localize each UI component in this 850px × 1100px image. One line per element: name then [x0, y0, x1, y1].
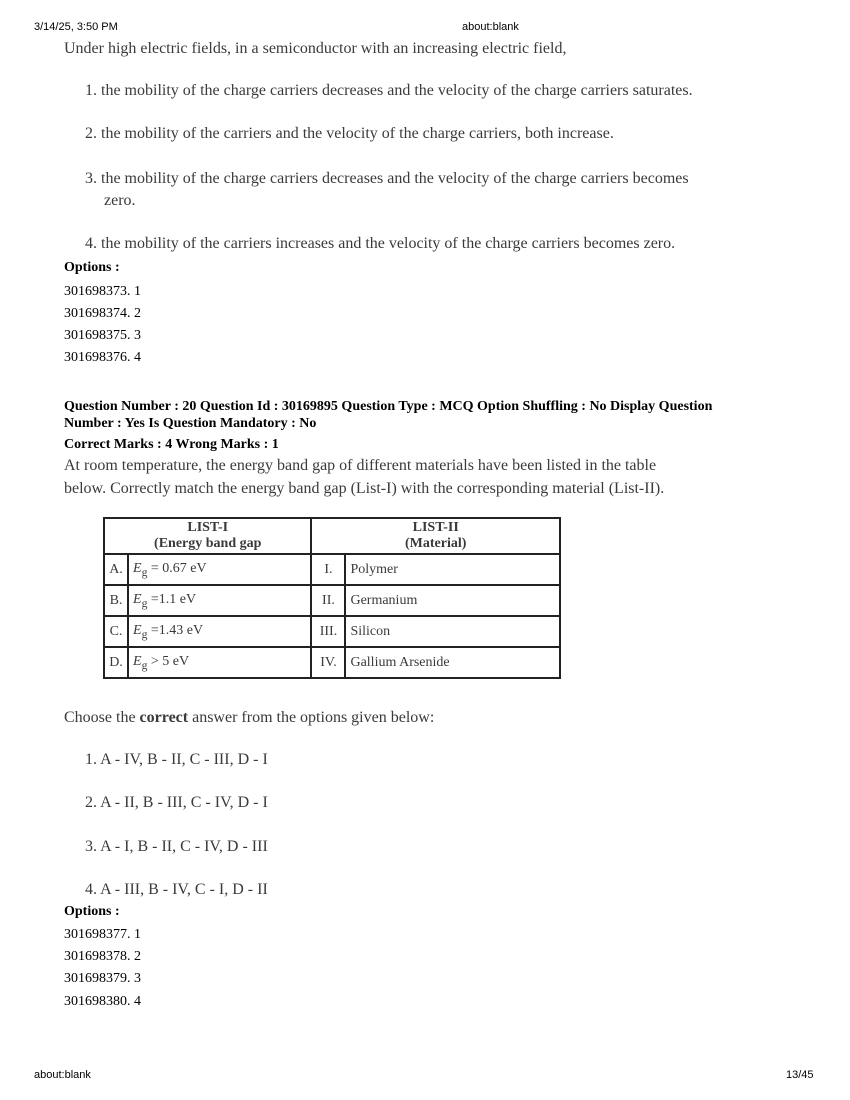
q20-options-label: Options :	[64, 904, 120, 919]
row-roman: II.	[311, 585, 345, 616]
gap-subscript: g	[141, 658, 148, 672]
q20-choose-instruction	[64, 709, 434, 727]
gap-symbol: E	[133, 560, 142, 576]
list1-subtitle: (Energy band gap	[154, 536, 262, 551]
q20-choice-4: 4. A - III, B - IV, C - I, D - II	[85, 881, 268, 898]
row-roman: I.	[311, 554, 345, 585]
gap-subscript: g	[141, 565, 148, 579]
q20-meta-line2: Number : Yes Is Question Mandatory : No	[64, 416, 317, 431]
q19-option: 301698374. 2	[64, 306, 141, 321]
row-letter: C.	[104, 616, 128, 647]
q20-stem-line2: below. Correctly match the energy band gap (List-I) with the corresponding material (List-II).	[64, 480, 665, 497]
list2-subtitle: (Material)	[405, 536, 467, 551]
list2-title: LIST-II	[412, 520, 459, 535]
energy-gap	[128, 647, 311, 678]
print-page-title: about:blank	[462, 21, 519, 33]
row-letter: D.	[104, 647, 128, 678]
choose-post: answer from the options given below:	[188, 709, 435, 726]
q20-option: 301698379. 3	[64, 971, 141, 986]
q20-marks: Correct Marks : 4 Wrong Marks : 1	[64, 437, 279, 452]
gap-symbol: E	[133, 591, 142, 607]
choose-pre: Choose the	[64, 709, 140, 726]
table-row	[104, 585, 560, 616]
gap-value: = 0.67 eV	[147, 560, 207, 576]
q19-option: 301698376. 4	[64, 350, 141, 365]
print-page-number: 13/45	[786, 1069, 814, 1081]
q20-option: 301698380. 4	[64, 994, 141, 1009]
material: Germanium	[345, 585, 560, 616]
q19-choice-1: 1. the mobility of the charge carriers decreases and the velocity of the charge carriers saturates.	[85, 82, 693, 99]
q19-options-label: Options :	[64, 260, 120, 275]
q19-option: 301698375. 3	[64, 328, 141, 343]
row-letter: A.	[104, 554, 128, 585]
gap-symbol: E	[133, 653, 142, 669]
gap-value: =1.1 eV	[147, 591, 197, 607]
material: Silicon	[345, 616, 560, 647]
q19-choice-3-cont: zero.	[104, 192, 136, 209]
list1-title: LIST-I	[187, 520, 229, 535]
gap-subscript: g	[141, 627, 148, 641]
q20-choice-1: 1. A - IV, B - II, C - III, D - I	[85, 751, 268, 768]
row-roman: III.	[311, 616, 345, 647]
gap-symbol: E	[133, 622, 142, 638]
gap-value: > 5 eV	[147, 653, 190, 669]
material: Gallium Arsenide	[345, 647, 560, 678]
material: Polymer	[345, 554, 560, 585]
q20-meta-line1: Question Number : 20 Question Id : 30169895 Question Type : MCQ Option Shuffling : No Display Question	[64, 399, 713, 414]
q19-choice-2: 2. the mobility of the carriers and the velocity of the charge carriers, both increase.	[85, 125, 614, 142]
energy-gap	[128, 585, 311, 616]
table-row	[104, 647, 560, 678]
energy-gap	[128, 616, 311, 647]
q19-choice-4: 4. the mobility of the carriers increases and the velocity of the charge carriers becomes zero.	[85, 235, 676, 252]
print-datetime: 3/14/25, 3:50 PM	[34, 21, 118, 33]
q20-option: 301698378. 2	[64, 949, 141, 964]
row-letter: B.	[104, 585, 128, 616]
q20-option: 301698377. 1	[64, 927, 141, 942]
print-footer-url: about:blank	[34, 1069, 91, 1081]
table-row	[104, 616, 560, 647]
energy-gap	[128, 554, 311, 585]
row-roman: IV.	[311, 647, 345, 678]
q20-choice-3: 3. A - I, B - II, C - IV, D - III	[85, 838, 268, 855]
list2-header	[311, 518, 560, 554]
table-row	[104, 554, 560, 585]
q20-choice-2: 2. A - II, B - III, C - IV, D - I	[85, 794, 268, 811]
gap-value: =1.43 eV	[147, 622, 204, 638]
q19-choice-3: 3. the mobility of the charge carriers decreases and the velocity of the charge carriers becomes	[85, 170, 689, 187]
gap-subscript: g	[141, 596, 148, 610]
q19-option: 301698373. 1	[64, 284, 141, 299]
choose-bold: correct	[139, 709, 189, 726]
q20-stem-line1: At room temperature, the energy band gap of different materials have been listed in the table	[64, 457, 657, 474]
list1-header	[104, 518, 311, 554]
match-table	[103, 517, 561, 679]
q19-stem: Under high electric fields, in a semiconductor with an increasing electric field,	[64, 40, 567, 57]
